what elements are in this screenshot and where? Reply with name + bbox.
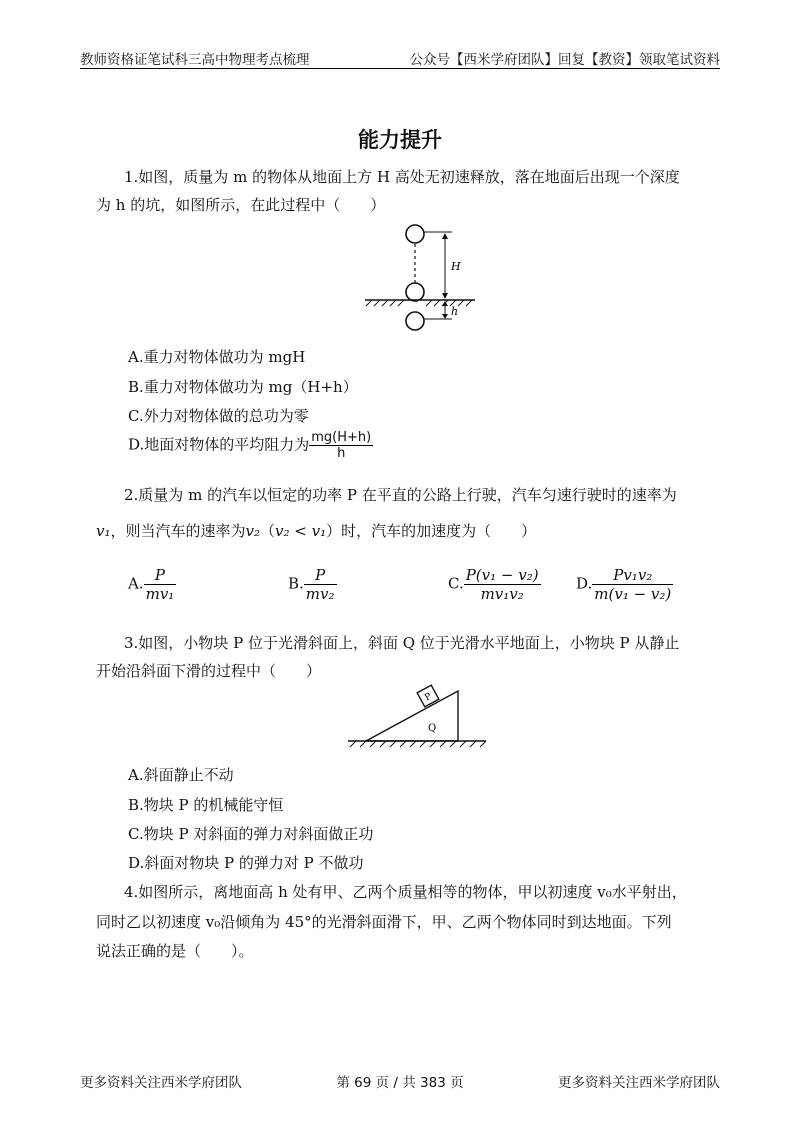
footer-right-text: 更多资料关注西米学府团队 xyxy=(558,1075,720,1091)
q1-d-numerator: mg(H+h) xyxy=(311,430,372,445)
q2-a-num: P xyxy=(144,566,177,585)
q2-option-b xyxy=(288,566,337,603)
q3-option-b: B.物块 P 的机械能守恒 xyxy=(128,796,284,814)
q2-c-den: mv₁v₂ xyxy=(480,585,524,603)
page-number: 第 69 页 / 共 383 页 xyxy=(336,1075,464,1091)
q2-text-b: ，则当汽车的速率为 xyxy=(110,522,246,540)
q3-option-c: C.物块 P 对斜面的弹力对斜面做正功 xyxy=(128,825,374,843)
page-title: 能力提升 xyxy=(358,128,442,152)
q1-stem-line2: 为 h 的坑，如图所示，在此过程中（ ） xyxy=(96,196,386,214)
header-left-text: 教师资格证笔试科三高中物理考点梳理 xyxy=(80,52,310,68)
q2-b-fraction xyxy=(304,566,337,603)
v2-less-v1: v₂ < v₁ xyxy=(275,522,327,540)
q1-option-d xyxy=(128,430,373,461)
q2-stem-line1: 2.质量为 m 的汽车以恒定的功率 P 在平直的公路上行驶，汽车匀速行驶时的速率为 xyxy=(124,486,677,504)
q2-c-fraction xyxy=(464,566,541,603)
q2-d-num: Pv₁v₂ xyxy=(592,566,673,585)
q1-option-d-fraction xyxy=(309,430,373,461)
q2-b-den: mv₂ xyxy=(305,585,335,603)
q2-text-f: ）时，汽车的加速度为（ ） xyxy=(326,522,537,540)
incline-q xyxy=(366,691,458,741)
q3-figure xyxy=(344,683,490,749)
q2-stem-line2 xyxy=(96,520,536,541)
header-right-text: 公众号【西米学府团队】回复【教资】领取笔试资料 xyxy=(409,52,720,68)
label-H: H xyxy=(451,260,461,273)
q4-stem-line1: 4.如图所示，离地面高 h 处有甲、乙两个质量相等的物体，甲以初速度 v₀水平射出， xyxy=(124,883,687,901)
q2-c-label: C. xyxy=(448,574,464,593)
q3-ground-hatch xyxy=(350,741,486,747)
q1-option-c: C.外力对物体做的总功为零 xyxy=(128,407,309,425)
q3-stem-line1: 3.如图，小物块 P 位于光滑斜面上，斜面 Q 位于光滑水平地面上，小物块 P 从静止 xyxy=(124,634,680,652)
label-P: P xyxy=(423,691,434,704)
q1-d-denominator: h xyxy=(337,446,346,461)
q3-option-d: D.斜面对物块 P 的弹力对 P 不做功 xyxy=(128,854,364,872)
q2-option-d xyxy=(576,566,673,603)
q2-b-label: B. xyxy=(288,574,304,593)
ball-top xyxy=(406,225,424,243)
label-Q: Q xyxy=(428,723,437,734)
q2-c-num: P(v₁ − v₂) xyxy=(465,566,539,584)
v2-symbol: v₂ xyxy=(245,522,261,540)
q2-b-num: P xyxy=(304,566,337,585)
q1-option-b: B.重力对物体做功为 mg（H+h） xyxy=(128,378,358,396)
q2-text-d: （ xyxy=(260,522,276,540)
q1-option-a: A.重力对物体做功为 mgH xyxy=(128,348,306,366)
q2-a-den: mv₁ xyxy=(145,585,175,603)
q2-a-fraction xyxy=(144,566,177,603)
q1-figure xyxy=(360,222,480,334)
q2-option-a xyxy=(128,566,176,603)
q4-stem-line3: 说法正确的是（ ）。 xyxy=(96,942,254,960)
page-header xyxy=(80,44,720,69)
ball-in-pit xyxy=(406,312,424,330)
q2-d-label: D. xyxy=(576,574,593,593)
q1-stem-line1: 1.如图，质量为 m 的物体从地面上方 H 高处无初速释放，落在地面后出现一个深度 xyxy=(124,168,680,186)
q1-option-d-text: D.地面对物体的平均阻力为 xyxy=(128,435,310,454)
q2-d-fraction xyxy=(592,566,673,603)
q2-option-c xyxy=(448,566,541,603)
q3-stem-line2: 开始沿斜面下滑的过程中（ ） xyxy=(96,662,322,680)
v1-symbol: v₁ xyxy=(96,522,111,540)
label-h: h xyxy=(451,305,459,318)
q4-stem-line2: 同时乙以初速度 v₀沿倾角为 45°的光滑斜面滑下，甲、乙两个物体同时到达地面。下列 xyxy=(96,913,672,931)
q3-option-a: A.斜面静止不动 xyxy=(128,766,234,784)
q2-a-label: A. xyxy=(128,574,144,593)
footer-left-text: 更多资料关注西米学府团队 xyxy=(80,1075,242,1091)
q2-d-den: m(v₁ − v₂) xyxy=(594,585,672,603)
ball-ground xyxy=(406,283,424,301)
